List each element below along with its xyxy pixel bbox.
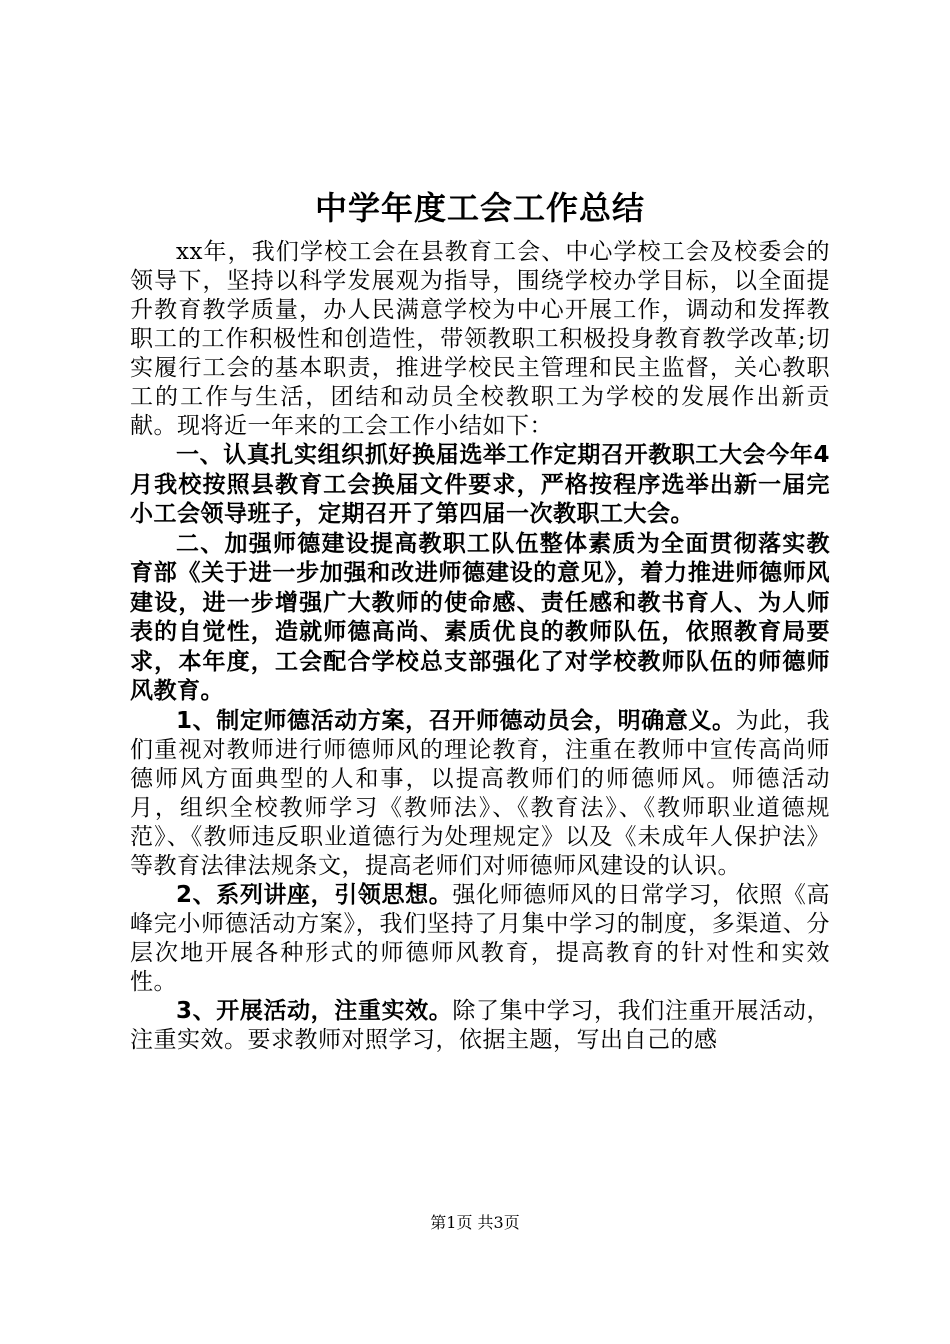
item-one-lead: 1、制定师德活动方案，召开师德动员会，明确意义。 [176,707,736,734]
intro-paragraph: xx年，我们学校工会在县教育工会、中心学校工会及校委会的领导下，坚持以科学发展观为指导，围绕学校办学目标，以全面提升教育教学质量，办人民满意学校为中心开展工作，调动和发挥教职工的工作积极性和创造性，带领教职工积极投身教育教学改革;切实履行工会的基本职责，推进学校民主管理和民主监督，关心教职工的工作与生活，团结和动员全校教职工为学校的发展作出新贡献。现将近一年来的工会工作小结如下： [130,239,830,439]
item-two-lead: 2、系列讲座，引领思想。 [176,881,453,908]
item-one-body: 为此，我们重视对教师进行师德师风的理论教育，注重在教师中宣传高尚师德师风方面典型的人和事，以提高教师们的师德师风。师德活动月，组织全校教师学习《教师法》、《教育法》、《教师职业道德规范》、《教师违反职业道德行为处理规定》以及《未成年人保护法》等教育法律法规条文，提高老师们对师德师风建设的认识。 [130,707,830,879]
section-one-paragraph: 一、认真扎实组织抓好换届选举工作定期召开教职工大会今年4月我校按照县教育工会换届文件要求，严格按程序选举出新一届完小工会领导班子，定期召开了第四届一次教职工大会。 [130,442,830,527]
item-three-body: 除了集中学习，我们注重开展活动，注重实效。要求教师对照学习，依据主题，写出自己的感 [130,997,831,1053]
item-two-body: 强化师德师风的日常学习，依照《高峰完小师德活动方案》，我们坚持了月集中学习的制度，多渠道、分层次地开展各种形式的师德师风教育，提高教育的针对性和实效性。 [130,881,831,995]
page-footer: 第1页 共3页 [430,1213,520,1232]
item-two-paragraph [130,881,830,997]
item-one-paragraph [130,707,830,881]
section-two-paragraph: 二、加强师德建设提高教职工队伍整体素质为全面贯彻落实教育部《关于进一步加强和改进师德建设的意见》，着力推进师德师风建设，进一步增强广大教师的使命感、责任感和教书育人、为人师表的自觉性，造就师德高尚、素质优良的教师队伍，依照教育局要求，本年度，工会配合学校总支部强化了对学校教师队伍的师德师风教育。 [130,530,830,704]
document-title: 中学年度工会工作总结 [314,189,645,227]
item-three-paragraph [130,997,830,1055]
document-page [130,180,830,1055]
item-three-lead: 3、开展活动，注重实效。 [176,997,453,1024]
